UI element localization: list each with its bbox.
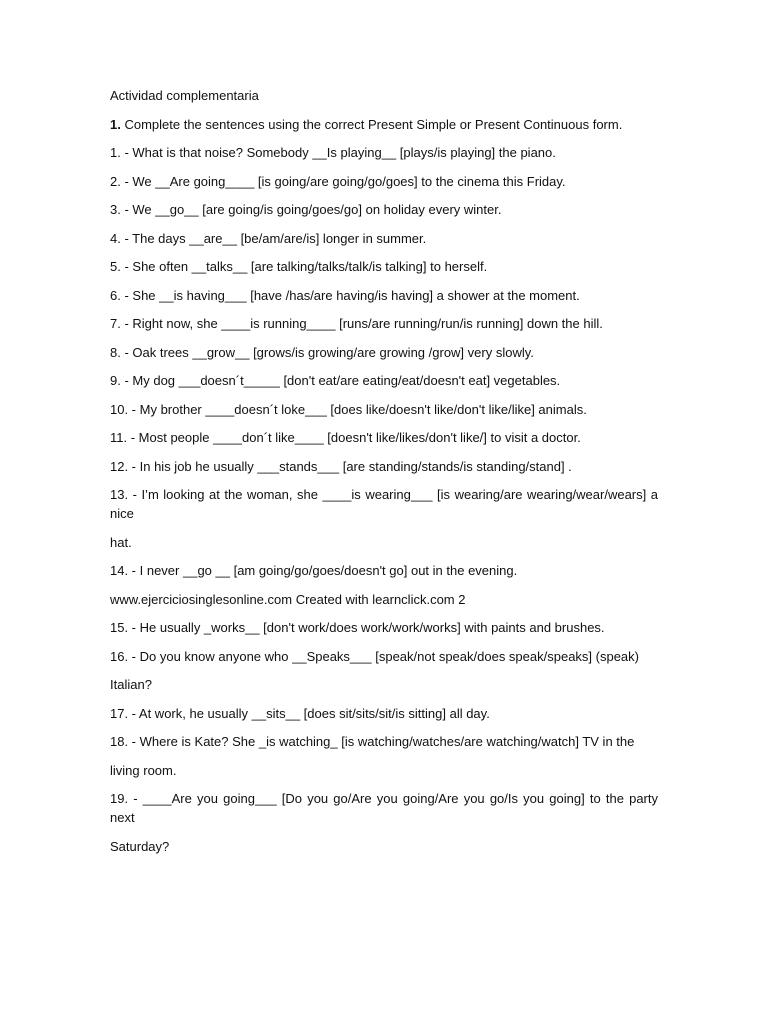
exercise-line: 14. - I never __go __ [am going/go/goes/doesn't go] out in the evening.	[110, 563, 518, 578]
exercise-line: hat.	[110, 534, 132, 550]
exercise-line: living room.	[110, 762, 177, 778]
exercise-line: 10. - My brother ____doesn´t loke___ [does like/doesn't like/don't like/like] animals.	[110, 401, 587, 417]
exercise-line: 4. - The days __are__ [be/am/are/is] longer in summer.	[110, 230, 427, 246]
exercise-line: Italian?	[110, 677, 152, 692]
exercise-line: 6. - She __is having___ [have /has/are having/is having] a shower at the moment.	[110, 287, 580, 303]
instruction	[110, 115, 658, 134]
exercise-line: 8. - Oak trees __grow__ [grows/is growing/are growing /grow] very slowly.	[110, 344, 534, 360]
exercise-line: 16. - Do you know anyone who __Speaks___ [speak/not speak/does speak/speaks] (speak)	[110, 648, 639, 664]
exercise-line: 9. - My dog ___doesn´t_____ [don't eat/are eating/eat/doesn't eat] vegetables.	[110, 373, 561, 388]
document-title: Actividad complementaria	[110, 88, 259, 103]
instruction-text: Complete the sentences using the correct Present Simple or Present Continuous form.	[120, 116, 623, 132]
exercise-line: 12. - In his job he usually ___stands___ [are standing/stands/is standing/stand] .	[110, 458, 572, 474]
exercise-line: 17. - At work, he usually __sits__ [does sit/sits/sit/is sitting] all day.	[110, 705, 490, 721]
exercise-line: Saturday?	[110, 838, 170, 854]
document-body	[110, 86, 658, 865]
exercise-line: 18. - Where is Kate? She _is watching_ [is watching/watches/are watching/watch] TV in the	[110, 734, 635, 749]
footer-credit: www.ejerciciosinglesonline.com Created with learnclick.com 2	[110, 591, 466, 607]
exercise-line: 15. - He usually _works__ [don't work/does work/work/works] with paints and brushes.	[110, 620, 605, 635]
exercise-line: 1. - What is that noise? Somebody __Is playing__ [plays/is playing] the piano.	[110, 145, 556, 160]
exercise-line: 2. - We __Are going____ [is going/are going/go/goes] to the cinema this Friday.	[110, 173, 566, 189]
exercise-line: 3. - We __go__ [are going/is going/goes/go] on holiday every winter.	[110, 202, 502, 217]
exercise-line: 5. - She often __talks__ [are talking/talks/talk/is talking] to herself.	[110, 259, 488, 274]
exercise-line: 19. - ____Are you going___ [Do you go/Are you going/Are you go/Is you going] to the party next	[110, 791, 658, 825]
instruction-number: 1.	[110, 116, 121, 132]
exercise-line: 13. - I’m looking at the woman, she ____is wearing___ [is wearing/are wearing/wear/wears] a nice	[110, 487, 658, 521]
exercise-line: 7. - Right now, she ____is running____ [runs/are running/run/is running] down the hill.	[110, 316, 603, 331]
exercise-line: 11. - Most people ____don´t like____ [doesn't like/likes/don't like/] to visit a doctor.	[110, 430, 581, 445]
